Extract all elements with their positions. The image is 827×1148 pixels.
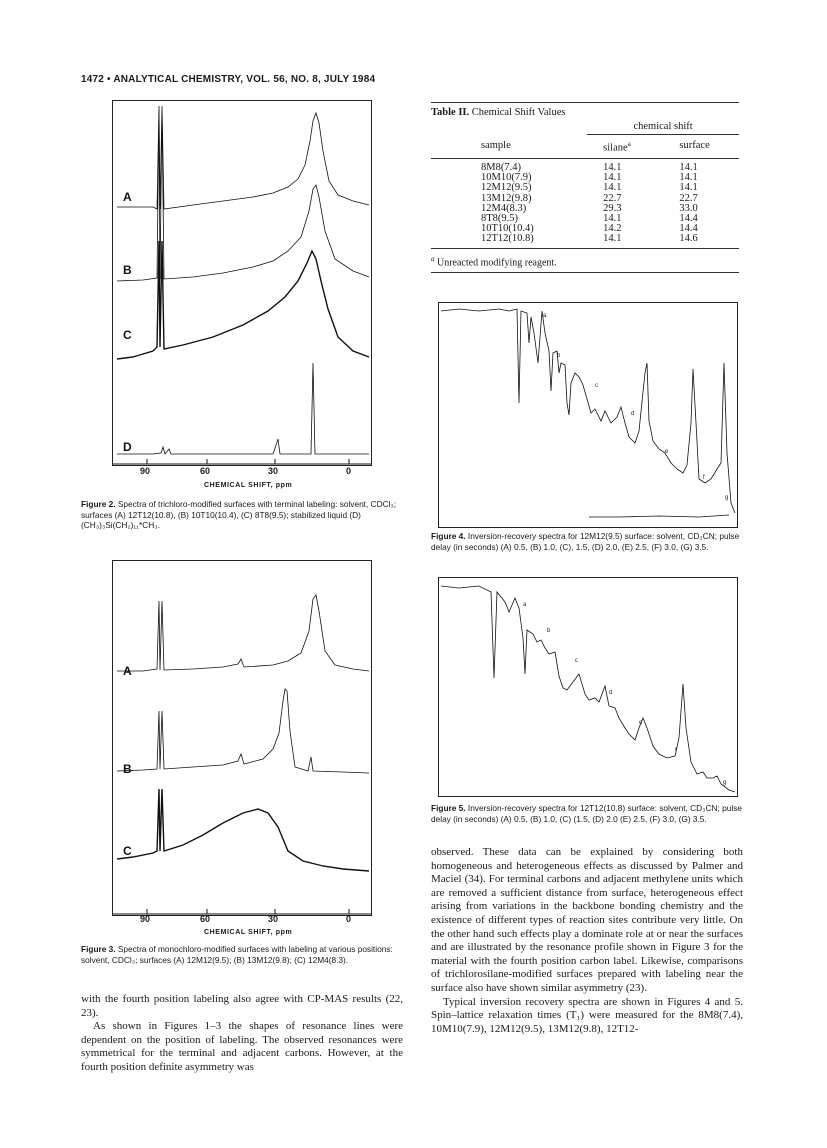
spectrum-2c: [117, 241, 369, 359]
figure-2-label-a: A: [123, 190, 132, 204]
table-cell-sample: 10M10(7.9): [481, 172, 532, 184]
table-cell-sample: 10T10(10.4): [481, 223, 534, 235]
figure-2-axis-title: CHEMICAL SHIFT, ppm: [204, 482, 293, 489]
table-cell-silane: 14.1: [603, 212, 622, 224]
figure-5-caption-text: Inversion-recovery spectra for 12T12(10.8) surface: solvent, CD₃CN; pulse delay (in seconds) (A) 0.5, (B) 1.0, (C) (1.5, (D) 2.0 (E) 2.5, (F) 3.0, (G) 3.5.: [431, 803, 742, 824]
figure-4-caption: [431, 531, 743, 552]
spectrum-2a: [117, 106, 369, 209]
table-cell-surface: 22.7: [679, 192, 698, 204]
table-cell-surface: 14.1: [679, 182, 698, 194]
figure-2-label-c: C: [123, 328, 132, 342]
figure-3-axis-title: CHEMICAL SHIFT, ppm: [204, 929, 293, 936]
figure-3-tick-60: 60: [200, 914, 211, 924]
table-cell-surface: 33.0: [679, 202, 698, 214]
figure-4-peak-c: c: [595, 383, 598, 389]
figure-3-caption: [81, 944, 403, 965]
figure-4-caption-prefix: Figure 4.: [431, 531, 466, 541]
figure-2-tick-30: 30: [268, 466, 279, 476]
figure-4-plot: [438, 302, 738, 528]
table-row: [431, 183, 739, 193]
figure-4-peak-g: g: [725, 495, 729, 501]
table-cell-silane: 29.3: [603, 202, 622, 214]
spectrum-2b: [117, 111, 369, 281]
table-2-title-text: Chemical Shift Values: [471, 107, 566, 118]
table-2-footnote-text: Unreacted modifying reagent.: [437, 256, 557, 268]
left-paragraph-2: As shown in Figures 1–3 the shapes of resonance lines were dependent on the position of labeling. The observed resonances were symmetrical for the terminal and adjacent carbons. However, at the fourth position definite asymmetry was: [81, 1020, 403, 1073]
table-cell-silane: 14.1: [603, 172, 622, 184]
figure-5-peak-b: b: [547, 628, 551, 634]
figure-2-svg: [113, 101, 371, 465]
table-top-rule: [431, 102, 739, 103]
table-cell-sample: 8M8(7.4): [481, 161, 521, 173]
ir-spectrum-4: [441, 309, 735, 513]
figure-5-caption-prefix: Figure 5.: [431, 803, 466, 813]
figure-4-svg: [439, 303, 737, 527]
table-2-footnote-sup: a: [431, 254, 435, 263]
table-2-footnote: [431, 255, 739, 268]
figure-5-peak-d: d: [609, 690, 613, 696]
figure-3-svg: [113, 561, 371, 915]
table-2-grid: [431, 122, 739, 245]
figure-4-peak-f: f: [703, 475, 705, 481]
table-cell-surface: 14.4: [679, 223, 698, 235]
table-cell-sample: 12T12(10.8): [481, 233, 534, 245]
spectrum-3c: [117, 789, 369, 871]
figure-3-label-b: B: [123, 762, 132, 776]
table-2: [431, 102, 739, 273]
table-2-col-surface: surface: [653, 135, 739, 159]
table-cell-silane: 14.2: [603, 223, 622, 235]
left-column-text: [81, 993, 403, 1075]
ir-spectrum-5: [441, 586, 735, 792]
figure-4-caption-text: Inversion-recovery spectra for 12M12(9.5) surface: solvent, CD₃CN; pulse delay (in seconds) (A) 0.5, (B) 1.0, (C), 1.5, (D) 2.0, (E) 2.5, (F) 3.0, (G) 3.5.: [431, 531, 740, 552]
table-2-col-silane-label: silane: [603, 142, 628, 154]
figure-3-tick-0: 0: [346, 914, 352, 924]
figure-3-caption-prefix: Figure 3.: [81, 944, 116, 954]
table-cell-surface: 14.4: [679, 212, 698, 224]
figure-4-peak-b: b: [557, 353, 561, 359]
ir-baseline-4: [589, 515, 729, 517]
table-2-title-prefix: Table II.: [431, 107, 470, 118]
figure-3-caption-text: Spectra of monochloro-modified surfaces with labeling at various positions: solvent, CDCl₃; surfaces (A) 12M12(9.5); (B) 13M12(9.8); (C) 12M4(8.3).: [81, 944, 393, 965]
figure-5-plot: [438, 577, 738, 797]
figure-5-svg: [439, 578, 737, 796]
figure-2-tick-60: 60: [200, 466, 211, 476]
figure-2-tick-90: 90: [140, 466, 151, 476]
figure-5-peak-c: c: [575, 658, 578, 664]
running-header: 1472 • ANALYTICAL CHEMISTRY, VOL. 56, NO. 8, JULY 1984: [81, 74, 376, 85]
table-cell-sample: 13M12(9.8): [481, 192, 532, 204]
right-paragraph-1: observed. These data can be explained by considering both homogeneous and heterogeneous effects as discussed by Palmer and Maciel (34). For terminal carbons and adjacent methylene units which are removed a sufficient distance from surface, heterogeneous effect arising from variations in the backbone bonding chemistry and the existence of different types of reaction sites contribute very little. On the other hand such effects play a dominate role at or near the surfaces and are illustrated by the resonance profile shown in Figure 3 for the material with the fourth position carbon label. Likewise, comparisons of trichlorosilane-modified surfaces prepared with labeling near the surface also have shown similar asymmetry (23).: [431, 846, 743, 994]
right-paragraph-2: Typical inversion recovery spectra are shown in Figures 4 and 5. Spin–lattice relaxation times (T₁) were measured for the 8M8(7.4), 10M10(7.9), 12M12(9.5), 13M12(9.8), 12T12-: [431, 995, 743, 1035]
table-cell-sample: 12M12(9.5): [481, 182, 532, 194]
figure-5-caption: [431, 803, 743, 824]
figure-5-peak-f: f: [675, 748, 677, 754]
table-2-group-header: chemical shift: [587, 122, 739, 135]
figure-5-peak-g: g: [723, 780, 727, 786]
table-cell-surface: 14.6: [679, 233, 698, 245]
figure-3-label-c: C: [123, 844, 132, 858]
table-2-col-silane-sup: a: [627, 140, 631, 149]
figure-2-caption: [81, 499, 403, 531]
figure-2-caption-text: Spectra of trichloro-modified surfaces with terminal labeling: solvent, CDCl₃; surfaces (A) 12T12(10.8), (B) 10T10(10.4), (C) 8T8(9.5); stabilized liquid (D) (CH₃)₃Si(CH₂)₁₁*CH₃.: [81, 499, 397, 530]
figure-5-peak-a: a: [523, 602, 527, 608]
figure-2-plot: [112, 100, 372, 466]
figure-2-caption-prefix: Figure 2.: [81, 499, 116, 509]
table-row: [431, 158, 739, 173]
table-cell-sample: 8T8(9.5): [481, 212, 519, 224]
figure-4-peak-a: a: [543, 313, 547, 319]
spectrum-2d: [117, 363, 369, 454]
table-cell-silane: 14.1: [603, 161, 622, 173]
table-row: [431, 234, 739, 244]
figure-2-label-d: D: [123, 440, 132, 454]
table-bottom-rule: [431, 272, 739, 273]
figure-3-tick-90: 90: [140, 914, 151, 924]
table-2-col-sample: sample: [431, 135, 587, 159]
right-column-text: [431, 846, 743, 1036]
figure-4-peak-e: e: [665, 449, 669, 455]
figure-2-tick-0: 0: [346, 466, 352, 476]
spectrum-3a: [117, 595, 369, 671]
figure-2-label-b: B: [123, 263, 132, 277]
figure-5-peak-e: e: [639, 720, 643, 726]
figure-3-tick-30: 30: [268, 914, 279, 924]
spectrum-3b: [117, 689, 369, 773]
table-cell-silane: 22.7: [603, 192, 622, 204]
table-cell-surface: 14.1: [679, 172, 698, 184]
figure-3-plot: [112, 560, 372, 916]
table-2-body: [431, 158, 739, 244]
figure-4-peak-d: d: [631, 411, 635, 417]
table-cell-sample: 12M4(8.3): [481, 202, 527, 214]
table-cell-silane: 14.1: [603, 182, 622, 194]
left-paragraph-1: with the fourth position labeling also agree with CP-MAS results (22, 23).: [81, 993, 403, 1019]
table-mid-rule: [431, 248, 739, 249]
table-2-title: [431, 107, 739, 118]
table-cell-surface: 14.1: [679, 161, 698, 173]
figure-3-label-a: A: [123, 664, 132, 678]
table-cell-silane: 14.1: [603, 233, 622, 245]
table-2-col-silane: [587, 135, 653, 159]
